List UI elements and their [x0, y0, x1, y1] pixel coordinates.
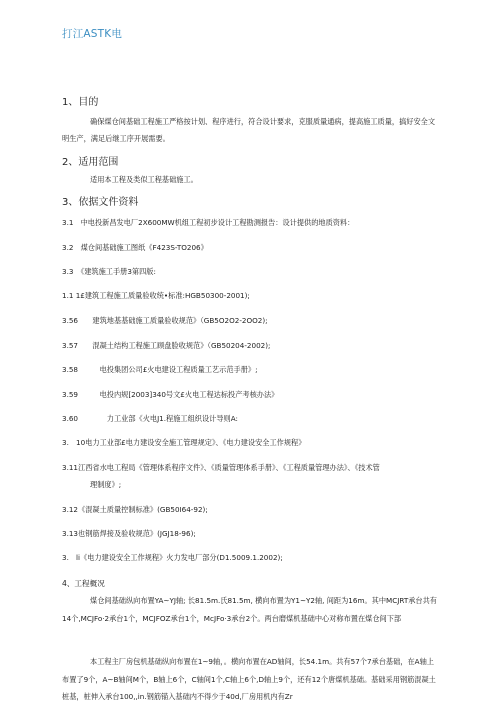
section-4-paragraph-2: 本工程主厂房包机基础纵向布置在1~9轴，。横向布置在AD轴间，长54.1m。共有57个7承台基础，在A轴上布置了9个，A~B轴间M个，B轴上6个，C轴间1个,C轴上6个,D轴上9个，还有12个唐煤机基础。基础采用钢筋混凝土桩基，桩伸入承台100,,in.钢筋锚入基础内不得少于40d,厂房用机内有Zr	[62, 657, 436, 701]
reference-item-continuation: 理制度》;	[90, 480, 122, 489]
reference-item: 3.57 混凝土结构工程施工顾盘脸收规范》（GB50204-2002);	[62, 341, 271, 350]
reference-item: 3.1 中电投新昌发电厂2X600MW机组工程初步设计工程勘测报告：设计提供的地质资料：	[62, 218, 355, 227]
section-2-text: 适用本工程及类似工程基础施工。	[90, 175, 198, 184]
reference-item: 3.58 电投集团公司£火电建设工程质量工艺示范手册》;	[62, 365, 258, 374]
reference-item: 3.3 《建筑施工手册3第四版:	[62, 267, 156, 276]
reference-item: 1.1 1£建筑工程施工质量验收统•标准:HGB50300-2001);	[62, 291, 250, 300]
reference-item: 3.56 建筑地基基础施工质量验收规范》（GB5O2O2-2OO2);	[62, 316, 268, 325]
section-2-heading: 2、适用范围	[62, 157, 119, 168]
section-1-text: 确保煤仓间基础工程施工严格按计划、程序进行，符合设计要求，克服质量通病，提高施工质量，搞好安全文明生产，满足后继工序开展需要。	[62, 117, 436, 143]
reference-item: 3.60 力工业部《火电J1.程施工组织设计导则A:	[62, 414, 238, 423]
section-1-heading: 1、目的	[62, 97, 99, 108]
section-4-heading: 4、工程概况	[62, 579, 105, 588]
section-3-heading: 3、依据文件资料	[62, 197, 139, 208]
reference-item: 3.59 电投内规[2003]340号文£火电工程达标投产考核办法》	[62, 390, 279, 399]
document-header-title: 打江ASTK电	[62, 28, 123, 40]
reference-item: 3.12《混凝土质量控制标准》(GB50I64-92);	[62, 505, 208, 514]
reference-item: 3. 10电力工业部£电力建设安全施工管理规定》、《电力建设安全工作规程》	[62, 438, 306, 447]
reference-item: 3.13也钢筋焊接及验收规范》(JGJ18-96);	[62, 529, 196, 538]
reference-item: 3.2 煤仓间基础施工图纸《F423S-TO206》	[62, 243, 208, 252]
reference-item: 3.11江西省水电工程局《管理体系程序文件》、《质量管理体系手册》、《工程质量管理办法》、《技术管	[62, 463, 380, 472]
section-4-paragraph-1: 煤仓间基础纵向布置YA~YJ轴; 长81.5m.氏81.5m, 横向布置为Y1~Y2轴, 间距为16m。其中MCJRT承台共有14个,MCJFo·2承台1个，MCJFOZ承台1个，McJFo·3承台2个。两台磨煤机基础中心对称布置在煤仓间下部	[62, 596, 437, 623]
reference-item: 3. li《电力建设安全工作规程》火力发电厂部分(D1.5009.1.2002);	[62, 553, 283, 562]
